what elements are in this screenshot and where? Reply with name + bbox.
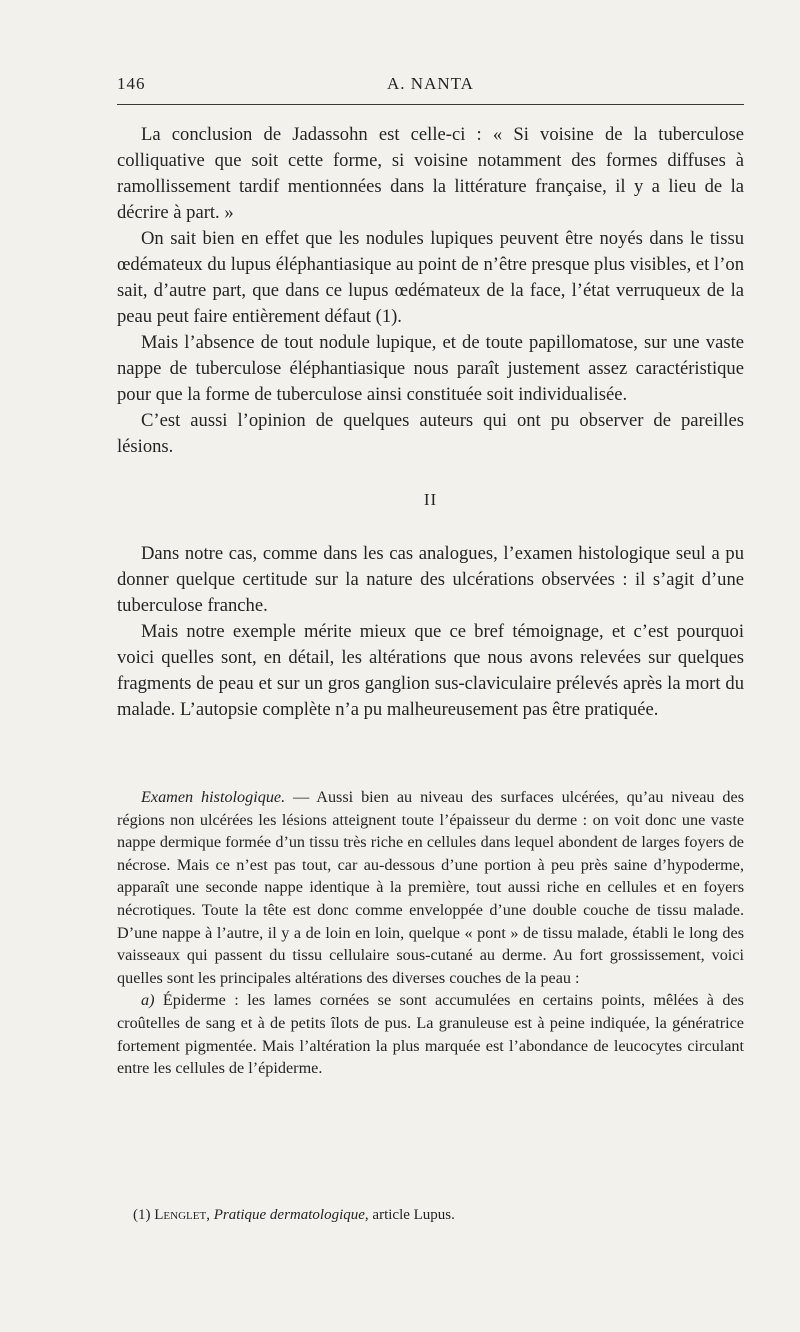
page-header	[117, 74, 744, 100]
footnote-title: Pratique dermatologique	[213, 1207, 365, 1223]
footnote: (1) Lenglet, Pratique dermatologique, article Lupus.	[133, 1207, 455, 1223]
paragraph-exam	[117, 786, 744, 989]
paragraph-jadassohn: La conclusion de Jadassohn est celle-ci : « Si voisine de la tuberculose colliquative que soit cette forme, si voisine notamment des formes diffuses à ramollissement tardif mentionnées dans la littérature française, il y a lieu de la décrire à part. »	[117, 124, 744, 223]
footnote-marker: (1)	[133, 1207, 151, 1223]
section-heading: II	[423, 490, 438, 509]
paragraph-absence: Mais l’absence de tout nodule lupique, et de toute papillomatose, sur une vaste nappe de tuberculose éléphantiasique nous paraît justement assez caractéristique pour que la forme de tuberculose ainsi constituée soit individualisée.	[117, 332, 744, 405]
main-text	[117, 122, 744, 723]
paragraph-opinion: C’est aussi l’opinion de quelques auteurs qui ont pu observer de pareilles lésions.	[117, 410, 744, 457]
item-a-text: Épiderme : les lames cornées se sont accumulées en certains points, mêlées à des croûtelles de sang et à de petits îlots de pus. La granuleuse est à peine indiquée, la génératrice fortement pigmentée. Mais l’altération la plus marquée est l’abondance de leucocytes circulant entre les cellules de l’épiderme.	[117, 991, 744, 1078]
footnote-rest: , article Lupus.	[364, 1207, 455, 1223]
item-a-marker: a)	[141, 991, 155, 1010]
header-rule	[117, 104, 744, 105]
exam-label: Examen histologique.	[141, 788, 286, 806]
paragraph-nodules: On sait bien en effet que les nodules lupiques peuvent être noyés dans le tissu œdémateux du lupus éléphantiasique au point de n’être presque plus visibles, et l’on sait, d’autre part, que dans ce lupus œdémateux de la face, l’état verruqueux de la peau peut faire entièrement défaut (1).	[117, 228, 744, 327]
paragraph-histology: Dans notre cas, comme dans les cas analogues, l’examen histologique seul a pu donner quelque certitude sur la nature des ulcérations observées : il s’agit d’une tuberculose franche.	[117, 543, 744, 616]
page-number: 146	[117, 74, 146, 93]
paragraph-epiderme	[117, 989, 744, 1079]
exam-body: — Aussi bien au niveau des surfaces ulcérées, qu’au niveau des régions non ulcérées les lésions atteignent toute l’épaisseur du derme : on voit donc une vaste nappe dermique formée d’un tissu très riche en cellules dans lequel abondent de larges foyers de nécrose. Mais ce n’est pas tout, car au-dessous d’une portion à peu près saine d’hypoderme, apparaît une seconde nappe identique à la première, tout aussi riche en cellules et en foyers nécrotiques. Toute la tête est donc comme enveloppée d’une double couche de tissu malade. D’une nappe à l’autre, il y a de loin en loin, quelque « pont » de tissu malade, établi le long des vaisseaux qui passent du tissu cellulaire sous-cutané au derme. Au fort grossissement, voici quelles sont les principales altérations des diverses couches de la peau :	[117, 788, 744, 987]
exam-text	[117, 786, 744, 1080]
paragraph-alterations: Mais notre exemple mérite mieux que ce bref témoignage, et c’est pourquoi voici quelles sont, en détail, les altérations que nous avons relevées sur quelques fragments de peau et sur un gros ganglion sus-claviculaire prélevés après la mort du malade. L’autopsie complète n’a pu malheureusement pas être pratiquée.	[117, 621, 744, 720]
running-head: A. NANTA	[387, 74, 474, 93]
footnote-author: Lenglet	[154, 1207, 207, 1223]
